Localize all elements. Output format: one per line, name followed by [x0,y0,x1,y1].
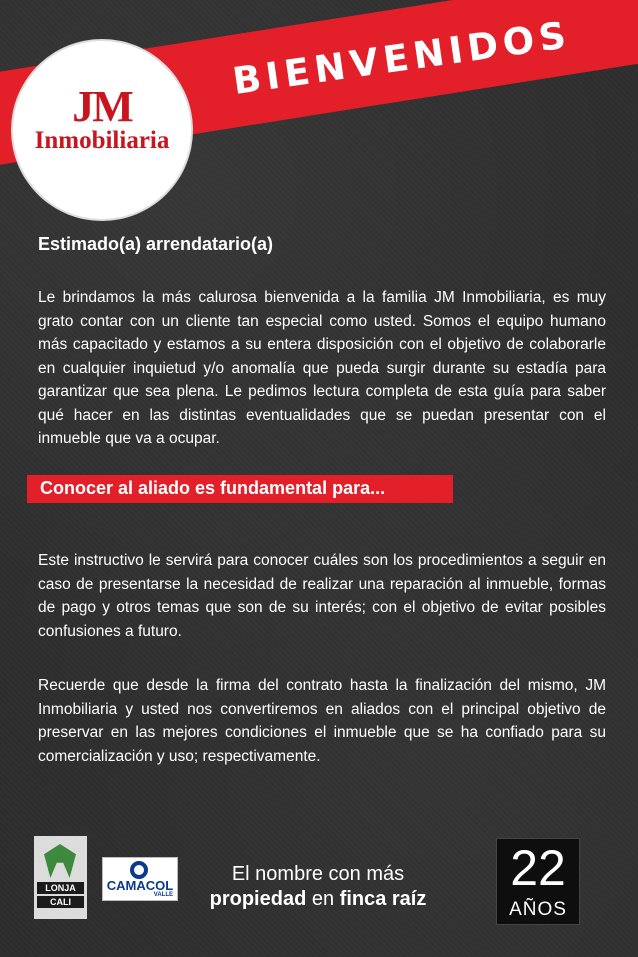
lonja-text-line2: CALI [37,896,84,908]
slogan-word-finca: finca raíz [339,888,427,910]
camacol-logo [102,857,178,901]
instructions-paragraph: Este instructivo le servirá para conocer cuáles son los procedimientos a seguir en caso de presentarse la necesidad de realizar una reparación al inmueble, formas de pago y otros temas que son de su interés; con el objetivo de evitar posibles confusiones a futuro. [38,552,606,640]
slogan-word-propiedad: propiedad [209,888,307,910]
years-number: 22 [510,840,566,896]
years-label: AÑOS [509,899,567,920]
section-title: Conocer al aliado es fundamental para... [40,478,386,498]
logo-initials: JM [72,82,132,131]
slogan [186,862,450,912]
slogan-line1: El nombre con más [231,863,405,885]
lonja-logo [34,836,87,919]
years-badge [496,838,580,925]
lonja-text-line1: LONJA [37,882,84,894]
alliance-paragraph: Recuerde que desde la firma del contrato hasta la finalización del mismo, JM Inmobiliaria y usted nos convertiremos en aliados con el principal objetivo de preservar en las mejores condiciones el inmueble que se ha confiado para su comercialización y uso; respectivamente. [38,677,606,765]
section-banner [27,475,453,503]
camacol-emblem-icon [130,861,148,879]
welcome-heading: BIENVENIDOS [230,13,574,104]
company-logo [13,41,191,219]
logo-name: Inmobiliaria [34,127,170,154]
intro-paragraph: Le brindamos la más calurosa bienvenida a la familia JM Inmobiliaria, es muy grato contar con un cliente tan especial como usted. Somos el equipo humano más capacitado y estamos a su entera disposición con el objetivo de colaborarle en cualquier inquietud y/o anomalía que pueda surgir durante su estadía para garantizar que sea plena. Le pedimos lectura completa de esta guía para saber qué hacer en las distintas eventualidades que se puedan presentar con el inmueble que va a ocupar. [38,289,606,447]
slogan-line2 [186,887,450,912]
camacol-subtext: VALLE [153,892,173,898]
greeting: Estimado(a) arrendatario(a) [38,234,274,254]
camacol-text: CAMACOL [106,878,174,893]
lonja-emblem-icon [44,844,76,878]
slogan-word-en: en [306,888,340,910]
